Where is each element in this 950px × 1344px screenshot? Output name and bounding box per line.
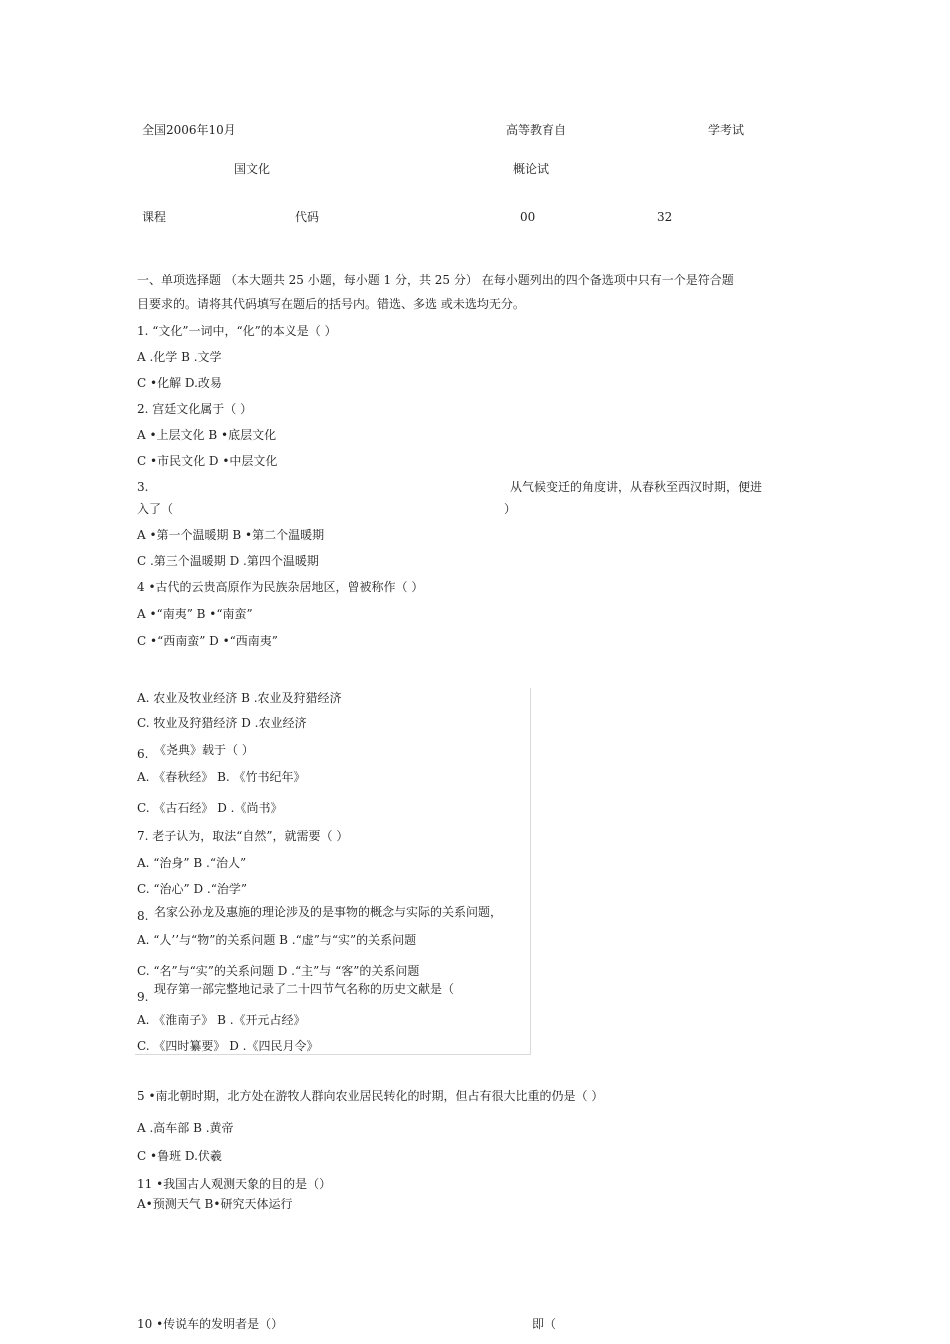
q9-stem: 现存第一部完整地记录了二十四节气名称的历史文献是（: [154, 982, 455, 996]
header-course-name: 国文化: [234, 162, 271, 176]
header-code-label: 代码: [295, 210, 320, 224]
q3-stem: 从气候变迁的角度讲，从春秋至西汉时期，便进: [510, 480, 763, 494]
q8-options-cd: C. “名”与“实”的关系问题 D .“主”与 “客”的关系问题: [137, 964, 420, 978]
q7-stem: 7. 老子认为，取法“自然”，就需要（ ）: [137, 829, 349, 843]
q9-options-ab: A. 《淮南子》 B .《开元占经》: [137, 1013, 306, 1027]
header-paper-name: 概论试: [513, 162, 550, 176]
q3-stem-close: ）: [504, 502, 517, 516]
q4-options-cd: C •“西南蛮” D •“西南夷”: [137, 634, 278, 648]
q1-options-cd: C •化解 D.改易: [137, 376, 222, 390]
header-code-part1: 00: [520, 210, 536, 224]
q6-options-ab: A. 《春秋经》 B. 《竹书纪年》: [137, 770, 306, 784]
q9-options-cd: C. 《四时纂要》 D .《四民月令》: [137, 1039, 319, 1053]
q10-stem: 10 •传说车的发明者是（）: [137, 1317, 284, 1331]
q11-options-ab: A•预测天气 B•研究天体运行: [137, 1197, 293, 1211]
section-heading: 一、单项选择题 （本大题共 25 小题，每小题 1 分，共 25 分） 在每小题列出的四个备选项中只有一个是符合题: [137, 273, 734, 287]
q1-options-ab: A .化学 B .文学: [137, 350, 222, 364]
q5-stem: 5 •南北朝时期，北方处在游牧人群向农业居民转化的时期，但占有很大比重的仍是（ ）: [137, 1089, 604, 1103]
q7-options-ab: A. “治身” B .“治人”: [137, 856, 247, 870]
header-code-part2: 32: [657, 210, 673, 224]
q8-number: 8.: [137, 909, 149, 923]
q8-stem: 名家公孙龙及惠施的理论涉及的是事物的概念与实际的关系问题，: [154, 905, 503, 919]
q2-options-cd: C •市民文化 D •中层文化: [137, 454, 278, 468]
q3-number: 3.: [137, 480, 149, 494]
q1-stem: 1. “文化”一词中，“化”的本义是（ ）: [137, 324, 337, 338]
q9-number: 9.: [137, 990, 149, 1004]
q3-options-ab: A •第一个温暖期 B •第二个温暖期: [137, 528, 325, 542]
q10-options-ab: A .高车部 B .黄帝: [137, 1121, 234, 1135]
q6-stem: 《尧典》载于（ ）: [154, 743, 254, 757]
q2-stem: 2. 宫廷文化属于（ ）: [137, 402, 253, 416]
q4-options-ab: A •“南夷” B •“南蛮”: [137, 607, 253, 621]
q5-options-ab: A. 农业及牧业经济 B .农业及狩猎经济: [137, 691, 342, 705]
q7-options-cd: C. “治心” D .“治学”: [137, 882, 247, 896]
q4-stem: 4 •古代的云贵高原作为民族杂居地区，曾被称作（ ）: [137, 580, 424, 594]
header-exam-suffix: 学考试: [708, 123, 745, 137]
q6-number: 6.: [137, 747, 149, 761]
q11-stem: 11 •我国古人观测天象的目的是（）: [137, 1177, 332, 1191]
q10-stem-right: 即（: [532, 1317, 557, 1331]
q10-options-cd: C •鲁班 D.伏羲: [137, 1149, 222, 1163]
header-exam-type: 高等教育自: [506, 123, 567, 137]
q3-options-cd: C .第三个温暖期 D .第四个温暖期: [137, 554, 319, 568]
header-course-label: 课程: [142, 210, 167, 224]
q3-stem-cont: 入了（: [137, 502, 174, 516]
header-exam-year: 全国2006年10月: [142, 123, 236, 137]
q5-options-cd: C. 牧业及狩猎经济 D .农业经济: [137, 716, 307, 730]
q8-options-ab: A. “人’’与“物”的关系问题 B .“虚”与“实”的关系问题: [137, 933, 417, 947]
q2-options-ab: A •上层文化 B •底层文化: [137, 428, 277, 442]
section-heading-cont: 目要求的。请将其代码填写在题后的括号内。错选、多选 或未选均无分。: [137, 297, 525, 311]
q6-options-cd: C. 《古石经》 D .《尚书》: [137, 801, 283, 815]
